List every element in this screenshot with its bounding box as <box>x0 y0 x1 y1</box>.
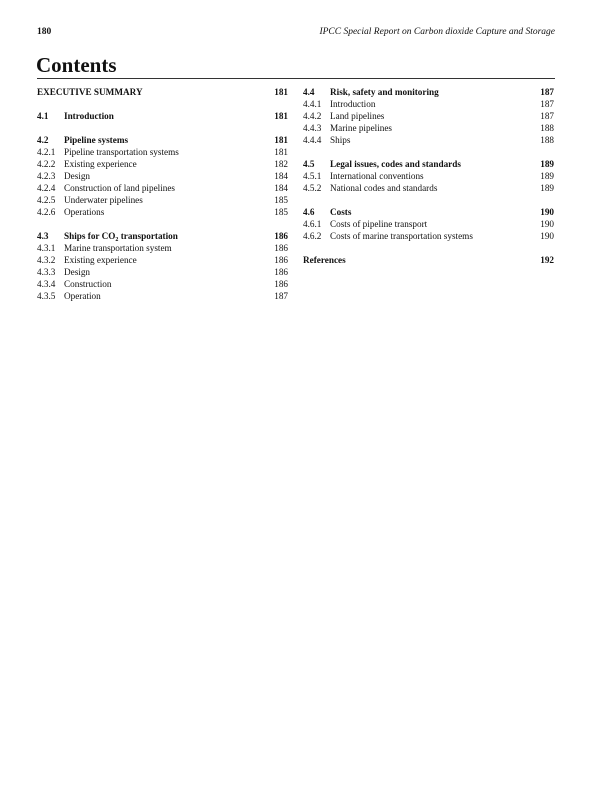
section-number: 4.3 <box>37 231 49 241</box>
title-text: Pipeline systems <box>64 135 129 145</box>
toc-entry[interactable] <box>37 254 288 266</box>
title-text: Ships for CO <box>64 231 116 241</box>
page-ref: 186 <box>274 279 288 289</box>
toc-section <box>37 134 288 218</box>
page-ref: 190 <box>540 207 554 217</box>
toc-entry[interactable] <box>303 230 554 242</box>
section-title <box>303 254 540 266</box>
section-title <box>330 206 540 218</box>
page-ref: 189 <box>540 183 554 193</box>
section-title <box>64 134 274 146</box>
page-ref: 185 <box>274 207 288 217</box>
section-number: 4.5.2 <box>303 183 322 193</box>
toc-section <box>37 86 288 98</box>
toc-column-right <box>303 86 554 278</box>
title-text: National codes and standards <box>330 183 438 193</box>
section-number: 4.3.5 <box>37 291 56 301</box>
toc-entry[interactable] <box>303 134 554 146</box>
section-number: 4.2.4 <box>37 183 56 193</box>
title-text: International conventions <box>330 171 424 181</box>
page-ref: 181 <box>274 147 288 157</box>
toc-section <box>303 158 554 194</box>
title-text: Risk, safety and monitoring <box>330 87 439 97</box>
toc-entry[interactable] <box>37 86 288 98</box>
section-number: 4.3.1 <box>37 243 56 253</box>
section-title <box>330 122 540 134</box>
page-ref: 192 <box>540 255 554 265</box>
title-text: References <box>303 255 346 265</box>
title-text: Marine transportation system <box>64 243 172 253</box>
section-title <box>330 170 540 182</box>
toc-entry[interactable] <box>303 158 554 170</box>
section-number: 4.4.1 <box>303 99 322 109</box>
page-ref: 187 <box>540 111 554 121</box>
toc-entry[interactable] <box>303 98 554 110</box>
page-ref: 190 <box>540 219 554 229</box>
title-text: Operations <box>64 207 105 217</box>
section-number: 4.5 <box>303 159 315 169</box>
section-number: 4.2 <box>37 135 49 145</box>
title-text: Introduction <box>330 99 376 109</box>
section-number: 4.5.1 <box>303 171 322 181</box>
section-title <box>64 266 274 278</box>
section-title <box>64 194 274 206</box>
page-ref: 186 <box>274 267 288 277</box>
page-ref: 185 <box>274 195 288 205</box>
section-number: 4.6 <box>303 207 315 217</box>
page-ref: 187 <box>274 291 288 301</box>
toc-entry[interactable] <box>37 242 288 254</box>
toc-entry[interactable] <box>303 206 554 218</box>
toc-entry[interactable] <box>303 110 554 122</box>
section-title <box>64 170 274 182</box>
section-number: 4.3.4 <box>37 279 56 289</box>
title-text: EXECUTIVE SUMMARY <box>37 87 143 97</box>
page-number: 180 <box>37 27 52 37</box>
title-text: Construction <box>64 279 112 289</box>
page-ref: 188 <box>540 123 554 133</box>
section-number: 4.3.3 <box>37 267 56 277</box>
toc-entry[interactable] <box>37 230 288 242</box>
title-text: Operation <box>64 291 101 301</box>
page-ref: 190 <box>540 231 554 241</box>
toc-entry[interactable] <box>37 146 288 158</box>
section-number: 4.2.2 <box>37 159 56 169</box>
toc-section <box>303 254 554 266</box>
toc-entry[interactable] <box>37 290 288 302</box>
page-ref: 184 <box>274 183 288 193</box>
toc-entry[interactable] <box>37 158 288 170</box>
section-title <box>64 290 274 302</box>
section-title <box>330 182 540 194</box>
page-ref: 186 <box>274 243 288 253</box>
toc-entry[interactable] <box>37 170 288 182</box>
page-ref: 181 <box>274 87 288 97</box>
toc-entry[interactable] <box>37 266 288 278</box>
toc-entry[interactable] <box>37 194 288 206</box>
section-title <box>64 158 274 170</box>
section-number: 4.6.2 <box>303 231 322 241</box>
section-title <box>64 206 274 218</box>
section-title <box>64 278 274 290</box>
running-title: IPCC Special Report on Carbon dioxide Capture and Storage <box>319 27 555 37</box>
section-number: 4.4 <box>303 87 315 97</box>
section-title <box>330 110 540 122</box>
toc-entry[interactable] <box>303 86 554 98</box>
title-text: Existing experience <box>64 255 137 265</box>
title-text-post: transportation <box>118 231 178 241</box>
title-text: Marine pipelines <box>330 123 392 133</box>
section-number: 4.2.5 <box>37 195 56 205</box>
toc-entry[interactable] <box>303 254 554 266</box>
title-text: Design <box>64 267 91 277</box>
section-number: 4.4.2 <box>303 111 322 121</box>
section-number: 4.3.2 <box>37 255 56 265</box>
section-number: 4.2.1 <box>37 147 56 157</box>
section-number: 4.4.3 <box>303 123 322 133</box>
section-number: 4.2.3 <box>37 171 56 181</box>
title-text: Existing experience <box>64 159 137 169</box>
title-text: Design <box>64 171 91 181</box>
section-title <box>64 230 274 242</box>
page-ref: 189 <box>540 159 554 169</box>
page-ref: 186 <box>274 231 288 241</box>
toc-entry[interactable] <box>37 110 288 122</box>
toc-section <box>303 206 554 242</box>
page-ref: 181 <box>274 135 288 145</box>
section-title <box>330 98 540 110</box>
title-text: Land pipelines <box>330 111 385 121</box>
page-ref: 188 <box>540 135 554 145</box>
section-title <box>330 218 540 230</box>
title-text: Construction of land pipelines <box>64 183 175 193</box>
title-text: Underwater pipelines <box>64 195 143 205</box>
toc-entry[interactable] <box>37 278 288 290</box>
title-rule <box>37 78 555 79</box>
toc-section <box>37 230 288 302</box>
toc-entry[interactable] <box>303 122 554 134</box>
toc-entry[interactable] <box>37 182 288 194</box>
toc-section <box>303 86 554 146</box>
page-ref: 187 <box>540 87 554 97</box>
page-ref: 184 <box>274 171 288 181</box>
section-number: 4.4.4 <box>303 135 322 145</box>
section-number: 4.6.1 <box>303 219 322 229</box>
page-title: Contents <box>36 53 117 77</box>
title-text: Costs <box>330 207 352 217</box>
page-ref: 181 <box>274 111 288 121</box>
section-title <box>64 254 274 266</box>
toc-entry[interactable] <box>37 206 288 218</box>
toc-entry[interactable] <box>303 170 554 182</box>
section-title <box>64 146 274 158</box>
section-title <box>330 134 540 146</box>
section-number: 4.1 <box>37 111 49 121</box>
toc-section <box>37 110 288 122</box>
title-text: Introduction <box>64 111 114 121</box>
page-ref: 186 <box>274 255 288 265</box>
section-title <box>330 158 540 170</box>
title-text: Costs of marine transportation systems <box>330 231 473 241</box>
toc-entry[interactable] <box>303 182 554 194</box>
page-ref: 187 <box>540 99 554 109</box>
title-text: Costs of pipeline transport <box>330 219 428 229</box>
page-ref: 182 <box>274 159 288 169</box>
section-title <box>330 86 540 98</box>
section-title <box>64 110 274 122</box>
toc-entry[interactable] <box>303 218 554 230</box>
toc-entry[interactable] <box>37 134 288 146</box>
section-title <box>330 230 540 242</box>
section-title <box>37 86 274 98</box>
title-text: Ships <box>330 135 351 145</box>
section-title <box>64 242 274 254</box>
toc-column-left <box>37 86 288 314</box>
section-number: 4.2.6 <box>37 207 56 217</box>
section-title <box>64 182 274 194</box>
title-text: Legal issues, codes and standards <box>330 159 461 169</box>
title-text: Pipeline transportation systems <box>64 147 179 157</box>
title-subscript: 2 <box>115 237 119 243</box>
page-ref: 189 <box>540 171 554 181</box>
